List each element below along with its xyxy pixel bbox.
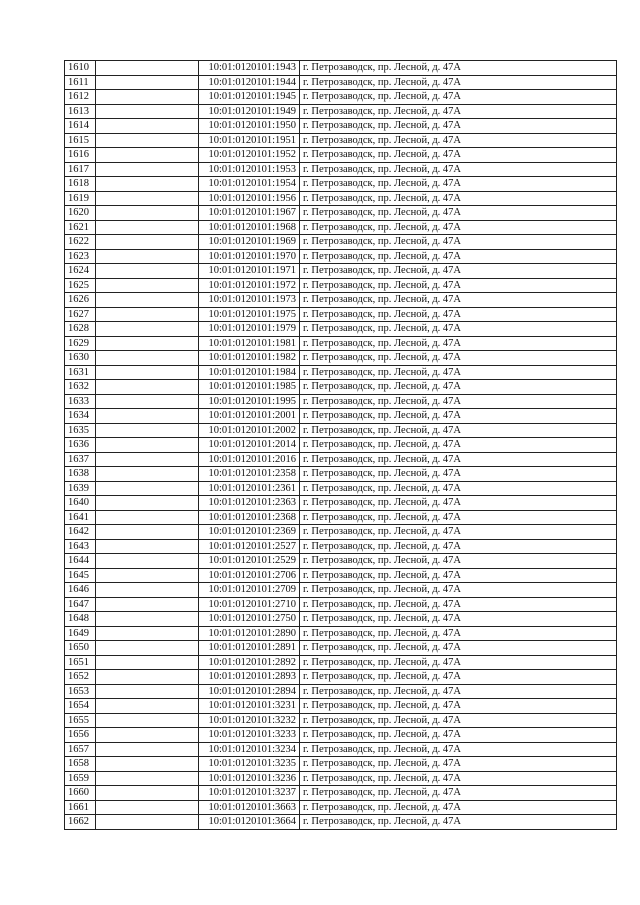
address-cell: г. Петрозаводск, пр. Лесной, д. 47А (300, 351, 617, 366)
row-number-cell: 1637 (65, 452, 96, 467)
cadastral-number-cell: 10:01:0120101:1969 (199, 235, 300, 250)
empty-cell (96, 684, 199, 699)
table-row (65, 322, 617, 337)
cadastral-number-cell: 10:01:0120101:1984 (199, 365, 300, 380)
empty-cell (96, 742, 199, 757)
empty-cell (96, 583, 199, 598)
row-number-cell: 1630 (65, 351, 96, 366)
table-row (65, 612, 617, 627)
address-cell: г. Петрозаводск, пр. Лесной, д. 47А (300, 148, 617, 163)
table-row (65, 742, 617, 757)
cadastral-number-cell: 10:01:0120101:1956 (199, 191, 300, 206)
address-cell: г. Петрозаводск, пр. Лесной, д. 47А (300, 104, 617, 119)
cadastral-number-cell: 10:01:0120101:3231 (199, 699, 300, 714)
table-row (65, 293, 617, 308)
address-cell: г. Петрозаводск, пр. Лесной, д. 47А (300, 684, 617, 699)
row-number-cell: 1659 (65, 771, 96, 786)
table-row (65, 423, 617, 438)
cadastral-number-cell: 10:01:0120101:1944 (199, 75, 300, 90)
cadastral-number-cell: 10:01:0120101:1954 (199, 177, 300, 192)
cadastral-number-cell: 10:01:0120101:2894 (199, 684, 300, 699)
cadastral-number-cell: 10:01:0120101:2706 (199, 568, 300, 583)
empty-cell (96, 554, 199, 569)
empty-cell (96, 249, 199, 264)
address-cell: г. Петрозаводск, пр. Лесной, д. 47А (300, 786, 617, 801)
row-number-cell: 1650 (65, 641, 96, 656)
table-row (65, 684, 617, 699)
cadastral-number-cell: 10:01:0120101:1943 (199, 61, 300, 76)
empty-cell (96, 220, 199, 235)
cadastral-number-cell: 10:01:0120101:2016 (199, 452, 300, 467)
row-number-cell: 1624 (65, 264, 96, 279)
empty-cell (96, 800, 199, 815)
cadastral-number-cell: 10:01:0120101:1981 (199, 336, 300, 351)
cadastral-number-cell: 10:01:0120101:1945 (199, 90, 300, 105)
address-cell: г. Петрозаводск, пр. Лесной, д. 47А (300, 510, 617, 525)
address-cell: г. Петрозаводск, пр. Лесной, д. 47А (300, 626, 617, 641)
cadastral-number-cell: 10:01:0120101:2893 (199, 670, 300, 685)
address-cell: г. Петрозаводск, пр. Лесной, д. 47А (300, 423, 617, 438)
table-row (65, 380, 617, 395)
cadastral-number-cell: 10:01:0120101:2709 (199, 583, 300, 598)
cadastral-number-cell: 10:01:0120101:1975 (199, 307, 300, 322)
row-number-cell: 1631 (65, 365, 96, 380)
row-number-cell: 1638 (65, 467, 96, 482)
row-number-cell: 1610 (65, 61, 96, 76)
address-cell: г. Петрозаводск, пр. Лесной, д. 47А (300, 467, 617, 482)
table-row (65, 336, 617, 351)
address-cell: г. Петрозаводск, пр. Лесной, д. 47А (300, 365, 617, 380)
cadastral-number-cell: 10:01:0120101:2890 (199, 626, 300, 641)
address-cell: г. Петрозаводск, пр. Лесной, д. 47А (300, 699, 617, 714)
address-cell: г. Петрозаводск, пр. Лесной, д. 47А (300, 235, 617, 250)
row-number-cell: 1612 (65, 90, 96, 105)
cadastral-number-cell: 10:01:0120101:2001 (199, 409, 300, 424)
row-number-cell: 1654 (65, 699, 96, 714)
address-cell: г. Петрозаводск, пр. Лесной, д. 47А (300, 815, 617, 830)
row-number-cell: 1655 (65, 713, 96, 728)
row-number-cell: 1615 (65, 133, 96, 148)
table-row (65, 713, 617, 728)
table-row (65, 162, 617, 177)
row-number-cell: 1613 (65, 104, 96, 119)
address-cell: г. Петрозаводск, пр. Лесной, д. 47А (300, 800, 617, 815)
cadastral-number-cell: 10:01:0120101:3232 (199, 713, 300, 728)
cadastral-number-cell: 10:01:0120101:2892 (199, 655, 300, 670)
row-number-cell: 1647 (65, 597, 96, 612)
empty-cell (96, 61, 199, 76)
row-number-cell: 1657 (65, 742, 96, 757)
row-number-cell: 1658 (65, 757, 96, 772)
empty-cell (96, 539, 199, 554)
table-row (65, 278, 617, 293)
row-number-cell: 1620 (65, 206, 96, 221)
empty-cell (96, 452, 199, 467)
cadastral-number-cell: 10:01:0120101:3664 (199, 815, 300, 830)
row-number-cell: 1626 (65, 293, 96, 308)
table-row (65, 800, 617, 815)
address-cell: г. Петрозаводск, пр. Лесной, д. 47А (300, 496, 617, 511)
cadastral-number-cell: 10:01:0120101:3235 (199, 757, 300, 772)
row-number-cell: 1643 (65, 539, 96, 554)
row-number-cell: 1618 (65, 177, 96, 192)
cadastral-number-cell: 10:01:0120101:2710 (199, 597, 300, 612)
address-cell: г. Петрозаводск, пр. Лесной, д. 47А (300, 249, 617, 264)
address-cell: г. Петрозаводск, пр. Лесной, д. 47А (300, 583, 617, 598)
row-number-cell: 1621 (65, 220, 96, 235)
empty-cell (96, 525, 199, 540)
row-number-cell: 1627 (65, 307, 96, 322)
empty-cell (96, 191, 199, 206)
table-row (65, 670, 617, 685)
cadastral-number-cell: 10:01:0120101:3233 (199, 728, 300, 743)
table-row (65, 365, 617, 380)
row-number-cell: 1640 (65, 496, 96, 511)
empty-cell (96, 322, 199, 337)
cadastral-number-cell: 10:01:0120101:1967 (199, 206, 300, 221)
table-row (65, 452, 617, 467)
cadastral-number-cell: 10:01:0120101:2369 (199, 525, 300, 540)
address-cell: г. Петрозаводск, пр. Лесной, д. 47А (300, 264, 617, 279)
address-cell: г. Петрозаводск, пр. Лесной, д. 47А (300, 133, 617, 148)
table-row (65, 641, 617, 656)
address-cell: г. Петрозаводск, пр. Лесной, д. 47А (300, 757, 617, 772)
cadastral-number-cell: 10:01:0120101:1972 (199, 278, 300, 293)
row-number-cell: 1634 (65, 409, 96, 424)
empty-cell (96, 568, 199, 583)
empty-cell (96, 104, 199, 119)
row-number-cell: 1644 (65, 554, 96, 569)
empty-cell (96, 90, 199, 105)
address-cell: г. Петрозаводск, пр. Лесной, д. 47А (300, 670, 617, 685)
empty-cell (96, 641, 199, 656)
cadastral-number-cell: 10:01:0120101:1968 (199, 220, 300, 235)
empty-cell (96, 75, 199, 90)
address-cell: г. Петрозаводск, пр. Лесной, д. 47А (300, 307, 617, 322)
cadastral-number-cell: 10:01:0120101:3236 (199, 771, 300, 786)
address-cell: г. Петрозаводск, пр. Лесной, д. 47А (300, 162, 617, 177)
address-cell: г. Петрозаводск, пр. Лесной, д. 47А (300, 90, 617, 105)
table-row (65, 496, 617, 511)
table-row (65, 351, 617, 366)
address-cell: г. Петрозаводск, пр. Лесной, д. 47А (300, 771, 617, 786)
table-row (65, 409, 617, 424)
table-row (65, 481, 617, 496)
empty-cell (96, 670, 199, 685)
table-row (65, 467, 617, 482)
row-number-cell: 1635 (65, 423, 96, 438)
address-cell: г. Петрозаводск, пр. Лесной, д. 47А (300, 481, 617, 496)
table-row (65, 771, 617, 786)
row-number-cell: 1661 (65, 800, 96, 815)
empty-cell (96, 815, 199, 830)
address-cell: г. Петрозаводск, пр. Лесной, д. 47А (300, 394, 617, 409)
cadastral-number-cell: 10:01:0120101:2002 (199, 423, 300, 438)
cadastral-number-cell: 10:01:0120101:2891 (199, 641, 300, 656)
empty-cell (96, 293, 199, 308)
table-row (65, 597, 617, 612)
cadastral-number-cell: 10:01:0120101:1951 (199, 133, 300, 148)
cadastral-number-cell: 10:01:0120101:3663 (199, 800, 300, 815)
address-cell: г. Петрозаводск, пр. Лесной, д. 47А (300, 278, 617, 293)
row-number-cell: 1649 (65, 626, 96, 641)
address-cell: г. Петрозаводск, пр. Лесной, д. 47А (300, 119, 617, 134)
address-cell: г. Петрозаводск, пр. Лесной, д. 47А (300, 293, 617, 308)
empty-cell (96, 423, 199, 438)
row-number-cell: 1633 (65, 394, 96, 409)
row-number-cell: 1641 (65, 510, 96, 525)
row-number-cell: 1645 (65, 568, 96, 583)
cadastral-number-cell: 10:01:0120101:3234 (199, 742, 300, 757)
row-number-cell: 1639 (65, 481, 96, 496)
address-cell: г. Петрозаводск, пр. Лесной, д. 47А (300, 742, 617, 757)
address-cell: г. Петрозаводск, пр. Лесной, д. 47А (300, 655, 617, 670)
empty-cell (96, 655, 199, 670)
address-cell: г. Петрозаводск, пр. Лесной, д. 47А (300, 438, 617, 453)
table-row (65, 438, 617, 453)
address-cell: г. Петрозаводск, пр. Лесной, д. 47А (300, 539, 617, 554)
table-row (65, 177, 617, 192)
table-row (65, 235, 617, 250)
table-row (65, 583, 617, 598)
address-cell: г. Петрозаводск, пр. Лесной, д. 47А (300, 336, 617, 351)
cadastral-number-cell: 10:01:0120101:2363 (199, 496, 300, 511)
empty-cell (96, 119, 199, 134)
cadastral-number-cell: 10:01:0120101:1949 (199, 104, 300, 119)
empty-cell (96, 206, 199, 221)
empty-cell (96, 336, 199, 351)
empty-cell (96, 757, 199, 772)
table-row (65, 104, 617, 119)
address-cell: г. Петрозаводск, пр. Лесной, д. 47А (300, 206, 617, 221)
table-row (65, 191, 617, 206)
row-number-cell: 1616 (65, 148, 96, 163)
empty-cell (96, 510, 199, 525)
cadastral-number-cell: 10:01:0120101:1970 (199, 249, 300, 264)
address-cell: г. Петрозаводск, пр. Лесной, д. 47А (300, 452, 617, 467)
row-number-cell: 1651 (65, 655, 96, 670)
empty-cell (96, 307, 199, 322)
property-registry-table (64, 60, 617, 830)
empty-cell (96, 626, 199, 641)
table-row (65, 119, 617, 134)
row-number-cell: 1625 (65, 278, 96, 293)
address-cell: г. Петрозаводск, пр. Лесной, д. 47А (300, 713, 617, 728)
address-cell: г. Петрозаводск, пр. Лесной, д. 47А (300, 191, 617, 206)
cadastral-number-cell: 10:01:0120101:3237 (199, 786, 300, 801)
table-row (65, 554, 617, 569)
row-number-cell: 1662 (65, 815, 96, 830)
row-number-cell: 1611 (65, 75, 96, 90)
row-number-cell: 1646 (65, 583, 96, 598)
cadastral-number-cell: 10:01:0120101:1979 (199, 322, 300, 337)
row-number-cell: 1622 (65, 235, 96, 250)
table-row (65, 133, 617, 148)
address-cell: г. Петрозаводск, пр. Лесной, д. 47А (300, 641, 617, 656)
table-row (65, 728, 617, 743)
table-row (65, 264, 617, 279)
cadastral-number-cell: 10:01:0120101:1953 (199, 162, 300, 177)
cadastral-number-cell: 10:01:0120101:2014 (199, 438, 300, 453)
address-cell: г. Петрозаводск, пр. Лесной, д. 47А (300, 380, 617, 395)
row-number-cell: 1648 (65, 612, 96, 627)
registry-table-body (65, 61, 617, 830)
empty-cell (96, 713, 199, 728)
cadastral-number-cell: 10:01:0120101:1973 (199, 293, 300, 308)
empty-cell (96, 351, 199, 366)
table-row (65, 626, 617, 641)
empty-cell (96, 597, 199, 612)
cadastral-number-cell: 10:01:0120101:2361 (199, 481, 300, 496)
cadastral-number-cell: 10:01:0120101:1952 (199, 148, 300, 163)
table-row (65, 220, 617, 235)
table-row (65, 307, 617, 322)
table-row (65, 539, 617, 554)
table-row (65, 525, 617, 540)
empty-cell (96, 438, 199, 453)
empty-cell (96, 148, 199, 163)
address-cell: г. Петрозаводск, пр. Лесной, д. 47А (300, 220, 617, 235)
table-row (65, 568, 617, 583)
address-cell: г. Петрозаводск, пр. Лесной, д. 47А (300, 728, 617, 743)
table-row (65, 61, 617, 76)
address-cell: г. Петрозаводск, пр. Лесной, д. 47А (300, 597, 617, 612)
address-cell: г. Петрозаводск, пр. Лесной, д. 47А (300, 568, 617, 583)
row-number-cell: 1619 (65, 191, 96, 206)
empty-cell (96, 467, 199, 482)
table-row (65, 249, 617, 264)
row-number-cell: 1628 (65, 322, 96, 337)
row-number-cell: 1636 (65, 438, 96, 453)
empty-cell (96, 380, 199, 395)
row-number-cell: 1652 (65, 670, 96, 685)
empty-cell (96, 264, 199, 279)
empty-cell (96, 177, 199, 192)
row-number-cell: 1617 (65, 162, 96, 177)
row-number-cell: 1614 (65, 119, 96, 134)
table-row (65, 148, 617, 163)
cadastral-number-cell: 10:01:0120101:2750 (199, 612, 300, 627)
cadastral-number-cell: 10:01:0120101:1971 (199, 264, 300, 279)
table-row (65, 394, 617, 409)
row-number-cell: 1632 (65, 380, 96, 395)
table-row (65, 206, 617, 221)
row-number-cell: 1660 (65, 786, 96, 801)
cadastral-number-cell: 10:01:0120101:2358 (199, 467, 300, 482)
row-number-cell: 1656 (65, 728, 96, 743)
cadastral-number-cell: 10:01:0120101:1950 (199, 119, 300, 134)
row-number-cell: 1653 (65, 684, 96, 699)
empty-cell (96, 162, 199, 177)
address-cell: г. Петрозаводск, пр. Лесной, д. 47А (300, 525, 617, 540)
table-row (65, 815, 617, 830)
cadastral-number-cell: 10:01:0120101:1995 (199, 394, 300, 409)
empty-cell (96, 235, 199, 250)
empty-cell (96, 699, 199, 714)
row-number-cell: 1623 (65, 249, 96, 264)
empty-cell (96, 481, 199, 496)
address-cell: г. Петрозаводск, пр. Лесной, д. 47А (300, 75, 617, 90)
empty-cell (96, 278, 199, 293)
table-row (65, 655, 617, 670)
empty-cell (96, 394, 199, 409)
cadastral-number-cell: 10:01:0120101:1982 (199, 351, 300, 366)
address-cell: г. Петрозаводск, пр. Лесной, д. 47А (300, 61, 617, 76)
cadastral-number-cell: 10:01:0120101:2527 (199, 539, 300, 554)
empty-cell (96, 728, 199, 743)
table-row (65, 510, 617, 525)
row-number-cell: 1629 (65, 336, 96, 351)
empty-cell (96, 496, 199, 511)
row-number-cell: 1642 (65, 525, 96, 540)
empty-cell (96, 771, 199, 786)
empty-cell (96, 365, 199, 380)
empty-cell (96, 612, 199, 627)
address-cell: г. Петрозаводск, пр. Лесной, д. 47А (300, 322, 617, 337)
cadastral-number-cell: 10:01:0120101:2529 (199, 554, 300, 569)
cadastral-number-cell: 10:01:0120101:1985 (199, 380, 300, 395)
address-cell: г. Петрозаводск, пр. Лесной, д. 47А (300, 554, 617, 569)
table-row (65, 757, 617, 772)
table-row (65, 786, 617, 801)
cadastral-number-cell: 10:01:0120101:2368 (199, 510, 300, 525)
table-row (65, 90, 617, 105)
address-cell: г. Петрозаводск, пр. Лесной, д. 47А (300, 409, 617, 424)
empty-cell (96, 409, 199, 424)
table-row (65, 75, 617, 90)
table-row (65, 699, 617, 714)
address-cell: г. Петрозаводск, пр. Лесной, д. 47А (300, 612, 617, 627)
empty-cell (96, 133, 199, 148)
empty-cell (96, 786, 199, 801)
address-cell: г. Петрозаводск, пр. Лесной, д. 47А (300, 177, 617, 192)
